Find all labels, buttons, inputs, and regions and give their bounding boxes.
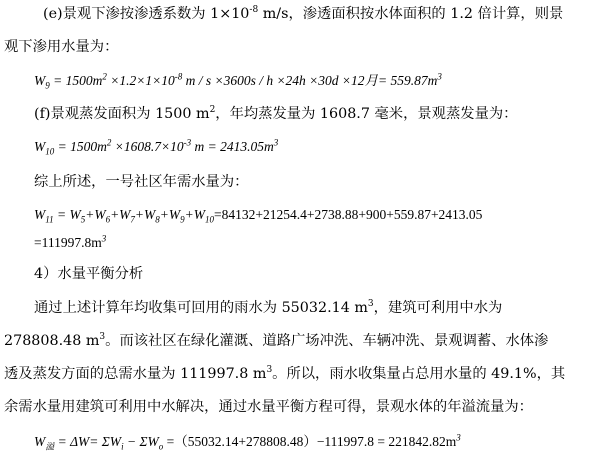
text: ，建筑可利用中水为 [373, 300, 503, 316]
text: 278808.48 m [4, 333, 100, 349]
section-heading [34, 264, 143, 284]
superscript: 3 [99, 332, 106, 343]
superscript: 2 [209, 105, 216, 116]
equation-overflow [34, 432, 461, 452]
superscript: -8 [174, 71, 183, 82]
superscript: -8 [249, 5, 259, 16]
equation-w11-total [34, 233, 106, 253]
text: ，年均蒸发量为 1608.7 毫米，景观蒸发量为： [215, 106, 518, 122]
superscript: 3 [266, 365, 273, 376]
w11-term: +W [110, 207, 131, 222]
symbol: W [34, 434, 46, 449]
text: 观下渗用水量为： [4, 39, 119, 55]
superscript: 3 [456, 432, 461, 443]
paragraph-balance-line3 [4, 364, 565, 384]
text: =（55032.14+278808.48）−111997.8 = 221842.82m [163, 434, 457, 449]
subscript: 6 [105, 214, 111, 225]
text: 。所以，雨水收集量占总用水量的 49.1%，其 [272, 366, 566, 382]
subscript: 9 [45, 80, 50, 91]
text: 余需水量用建筑可利用中水解决，通过水量平衡方程可得，景观水体的年溢流量为： [4, 399, 533, 415]
superscript: -3 [183, 137, 192, 148]
text: (e)景观下渗按渗透系数为 1×10 [43, 6, 250, 22]
paragraph-e-line1 [43, 4, 563, 24]
text: m = 2413.05m [191, 139, 274, 154]
text: = 1500m [49, 73, 103, 88]
text: 。而该社区在绿化灌溉、道路广场冲洗、车辆冲洗、景观调蓄、水体渗 [105, 333, 549, 349]
subscript: 9 [180, 214, 185, 225]
paragraph-balance-line1 [34, 298, 502, 318]
text: (f)景观蒸发面积为 1500 m [34, 106, 210, 122]
text: ×1608.7×10 [111, 139, 184, 154]
symbol: W [34, 207, 46, 222]
paragraph-balance-line4 [4, 397, 533, 417]
subscript: 10 [205, 214, 214, 225]
subscript: o [158, 441, 164, 452]
subscript: 8 [155, 214, 160, 225]
text: = 1500m [54, 139, 107, 154]
text: 通过上述计算年均收集可回用的雨水为 55032.14 m [34, 300, 368, 316]
text: =84132+21254.4+2738.88+900+559.87+2413.05 [214, 207, 483, 222]
w11-term: +W [85, 207, 106, 222]
superscript: 3 [273, 137, 279, 148]
text: 4）水量平衡分析 [34, 266, 144, 282]
superscript: 2 [102, 71, 107, 82]
text: ×1.2×1×10 [106, 73, 175, 88]
subscript: 7 [130, 214, 135, 225]
w11-term: +W [134, 207, 156, 222]
superscript: 3 [437, 71, 442, 82]
text: 透及蒸发方面的总需水量为 111997.8 m [4, 366, 267, 382]
subscript: 10 [45, 146, 55, 157]
paragraph-f-line1 [34, 104, 517, 124]
paragraph-e-line2 [4, 37, 118, 57]
subscript: i [121, 441, 124, 452]
superscript: 2 [106, 137, 112, 148]
superscript: 3 [367, 299, 374, 310]
equation-w11 [34, 205, 482, 225]
text: − ΣW [123, 434, 159, 449]
w11-term: +W [184, 207, 205, 222]
symbol: W [34, 73, 46, 88]
text: 综上所述，一号社区年需水量为： [34, 174, 249, 190]
symbol: W [34, 139, 46, 154]
w11-term: +W [159, 207, 181, 222]
w11-term: = W [53, 207, 81, 222]
subscript: 溢 [45, 441, 55, 452]
text: =111997.8m [34, 235, 102, 250]
text: = ΔW= ΣW [54, 434, 122, 449]
equation-w10 [34, 137, 278, 157]
subscript: 5 [80, 214, 86, 225]
summary-intro [34, 172, 248, 192]
text: m/s，渗透面积按水体面积的 1.2 倍计算，则景 [258, 6, 564, 22]
paragraph-balance-line2 [4, 331, 548, 351]
superscript: 3 [101, 233, 107, 244]
equation-w9 [34, 71, 442, 91]
text: m / s ×3600s / h ×24h ×30d ×12月= 559.87m [182, 73, 438, 88]
w11-terms [53, 207, 214, 225]
subscript: 11 [45, 214, 54, 225]
